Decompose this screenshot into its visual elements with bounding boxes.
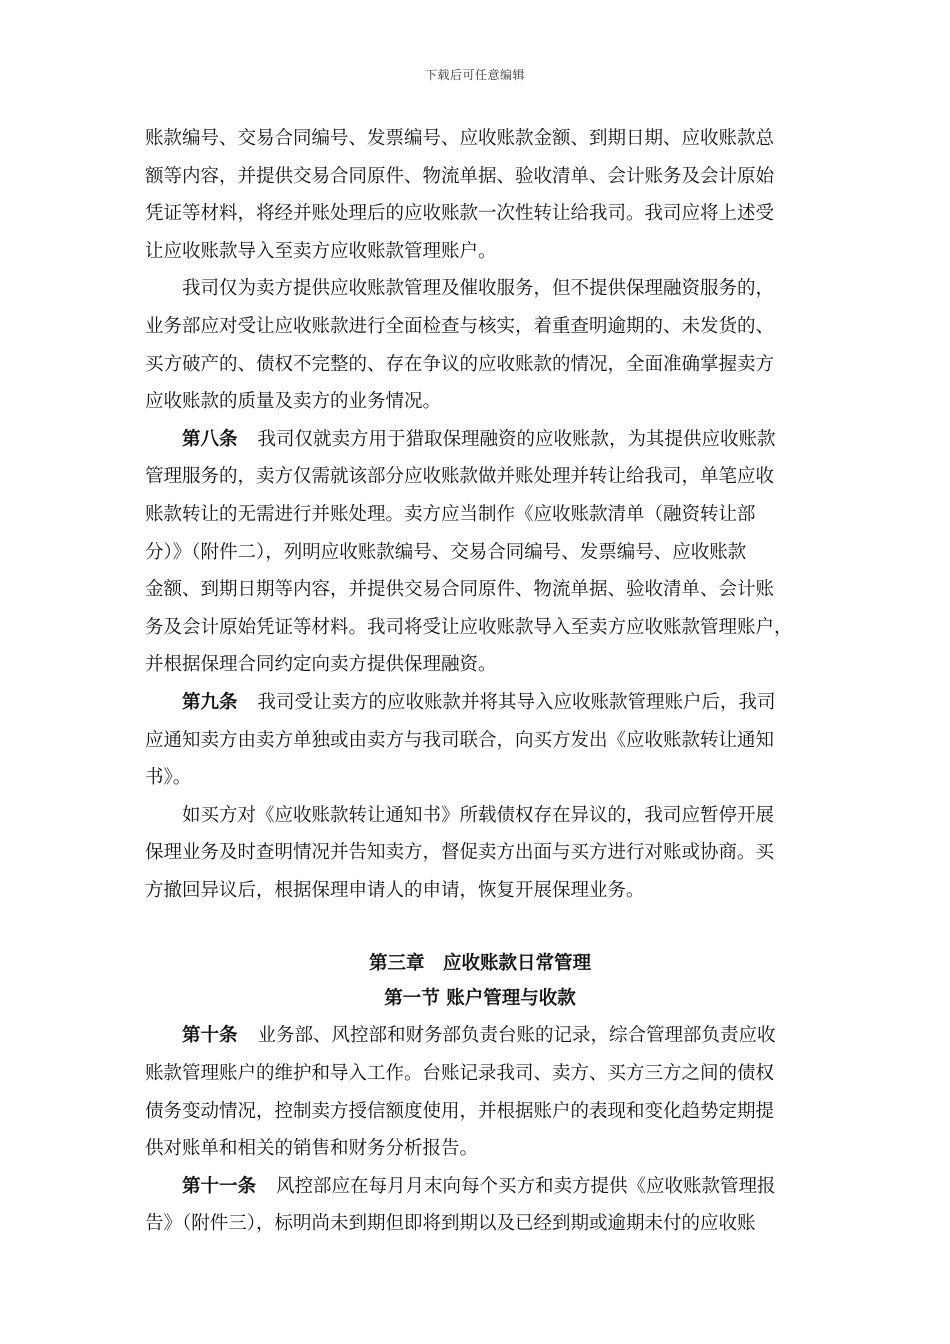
text-line: 供对账单和相关的销售和财务分析报告。 — [145, 1138, 479, 1160]
article-text: 业务部、风控部和财务部负责台账的记录，综合管理部负责应收 — [257, 1025, 776, 1047]
text-line: 业务部应对受让应收账款进行全面检查与核实，着重查明逾期的、未发货的、 — [145, 315, 775, 337]
text-line — [145, 1168, 815, 1206]
text-line — [145, 1017, 815, 1055]
paragraph-continued — [145, 120, 815, 270]
article-9 — [145, 684, 815, 797]
text-line — [145, 421, 815, 459]
paragraph-service-note — [145, 270, 815, 420]
text-line: 分）》（附件二），列明应收账款编号、交易合同编号、发票编号、应收账款 — [145, 541, 747, 563]
chapter-title: 第三章 应收账款日常管理 — [368, 953, 591, 975]
text-line: 告》（附件三），标明尚未到期但即将到期以及已经到期或逾期未付的应收账 — [145, 1213, 756, 1235]
article-label: 第十一条 — [182, 1175, 257, 1197]
text-line: 让应收账款导入至卖方应收账款管理账户。 — [145, 240, 497, 262]
text-line: 账款编号、交易合同编号、发票编号、应收账款金额、到期日期、应收账款总 — [145, 128, 775, 149]
text-line: 我司仅为卖方提供应收账款管理及催收服务，但不提供保理融资服务的， — [182, 278, 775, 300]
page-header: 下载后可任意编辑 — [424, 68, 525, 82]
section-title: 第一节 账户管理与收款 — [384, 988, 576, 1010]
text-line: 保理业务及时查明情况并告知卖方，督促卖方出面与买方进行对账或协商。买 — [145, 842, 775, 864]
text-line: 书》。 — [145, 767, 192, 789]
article-text: 我司仅就卖方用于猎取保理融资的应收账款，为其提供应收账款 — [257, 428, 776, 450]
text-line: 务及会计原始凭证等材料。我司将受让应收账款导入至卖方应收账款管理账户， — [145, 616, 793, 638]
text-line: 买方破产的、债权不完整的、存在争议的应收账款的情况，全面准确掌握卖方 — [145, 353, 775, 375]
text-line: 账款转让的无需进行并账处理。卖方应当制作《应收账款清单（融资转让部 — [145, 503, 756, 525]
text-line: 账款管理账户的维护和导入工作。台账记录我司、卖方、买方三方之间的债权 — [145, 1063, 775, 1085]
spacer — [145, 909, 815, 947]
text-line: 管理服务的，卖方仅需就该部分应收账款做并账处理并转让给我司，单笔应收 — [145, 466, 775, 488]
text-line — [145, 684, 815, 722]
text-line: 应通知卖方由卖方单独或由卖方与我司联合，向买方发出《应收账款转让通知 — [145, 729, 775, 751]
text-line: 债务变动情况，控制卖方授信额度使用，并根据账户的表现和变化趋势定期提 — [145, 1100, 775, 1122]
article-10 — [145, 1017, 815, 1167]
article-label: 第八条 — [182, 428, 238, 450]
text-line: 方撤回异议后，根据保理申请人的申请，恢复开展保理业务。 — [145, 879, 645, 901]
text-line: 如买方对《应收账款转让通知书》所载债权存在异议的，我司应暂停开展 — [182, 804, 775, 826]
paragraph-objection — [145, 797, 815, 910]
text-line: 凭证等材料，将经并账处理后的应收账款一次性转让给我司。我司应将上述受 — [145, 203, 775, 225]
article-11 — [145, 1168, 815, 1243]
text-line: 并根据保理合同约定向卖方提供保理融资。 — [145, 654, 497, 676]
article-label: 第九条 — [182, 691, 238, 713]
text-line: 应收账款的质量及卖方的业务情况。 — [145, 391, 442, 413]
text-line: 金额、到期日期等内容，并提供交易合同原件、物流单据、验收清单、会计账 — [145, 579, 775, 601]
article-text: 我司受让卖方的应收账款并将其导入应收账款管理账户后，我司 — [257, 691, 776, 713]
article-label: 第十条 — [182, 1025, 238, 1047]
document-body — [145, 120, 815, 1243]
text-line: 额等内容，并提供交易合同原件、物流单据、验收清单、会计账务及会计原始 — [145, 165, 775, 187]
article-8 — [145, 421, 815, 684]
article-text: 风控部应在每月月末向每个买方和卖方提供《应收账款管理报 — [276, 1175, 776, 1197]
